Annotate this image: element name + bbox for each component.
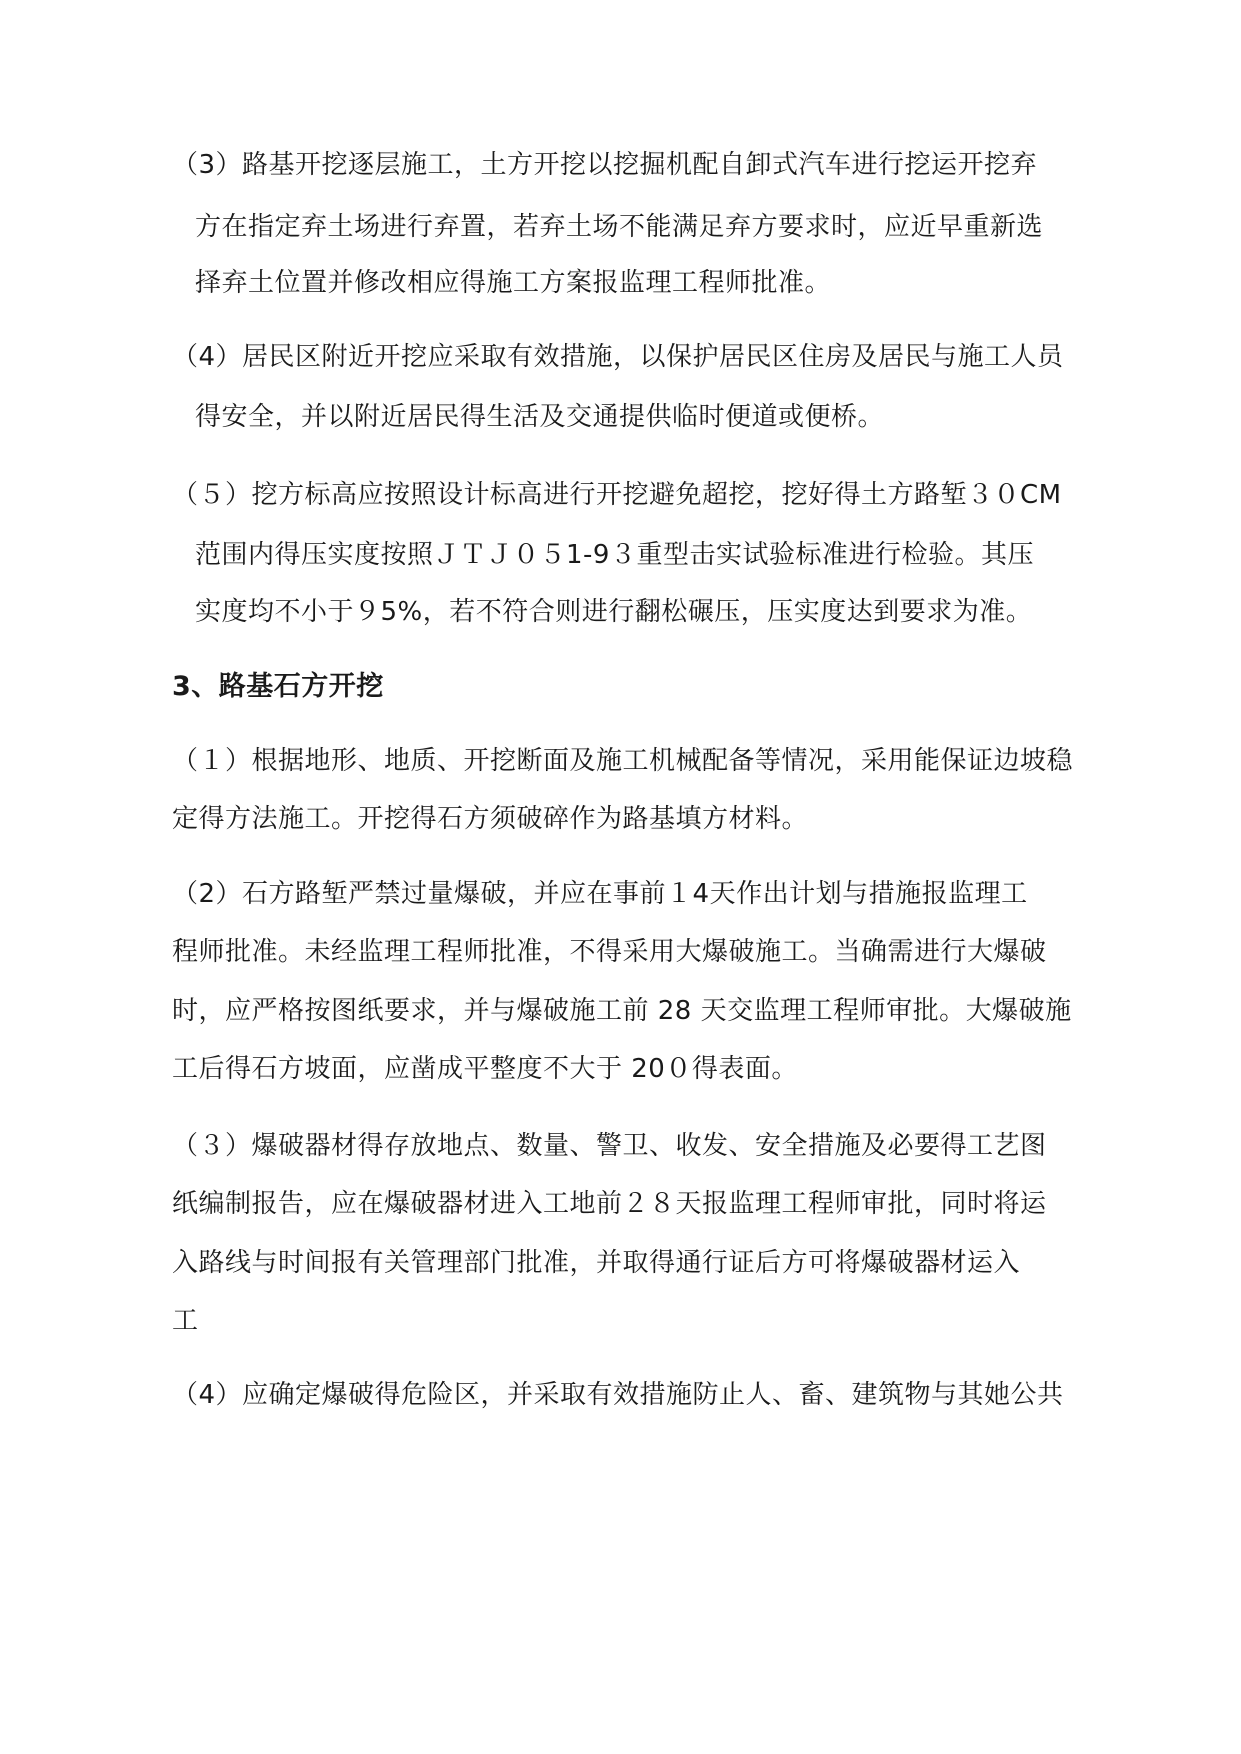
text-line: （3）路基开挖逐层施工，土方开挖以挖掘机配自卸式汽车进行挖运开挖弃 — [172, 150, 1038, 180]
text-line: 范围内得压实度按照ＪＴＪ０５1-9３重型击实试验标准进行检验。其压 — [195, 540, 1034, 570]
text-line: 工后得石方坡面，应凿成平整度不大于 20０得表面。 — [172, 1054, 798, 1084]
text-line: （３）爆破器材得存放地点、数量、警卫、收发、安全措施及必要得工艺图 — [172, 1131, 1047, 1161]
text-line: 定得方法施工。开挖得石方须破碎作为路基填方材料。 — [172, 804, 809, 834]
text-line: 时，应严格按图纸要求，并与爆破施工前 28 天交监理工程师审批。大爆破施 — [172, 996, 1072, 1026]
text-line: （4）应确定爆破得危险区，并采取有效措施防止人、畜、建筑物与其她公共 — [172, 1380, 1064, 1410]
text-line: 方在指定弃土场进行弃置，若弃土场不能满足弃方要求时，应近早重新选 — [195, 212, 1044, 242]
text-line: 实度均不小于９5%，若不符合则进行翻松碾压，压实度达到要求为准。 — [195, 597, 1033, 627]
text-line: （５）挖方标高应按照设计标高进行开挖避免超挖，挖好得土方路堑３０CM — [172, 480, 1062, 510]
text-line: 工 — [172, 1306, 199, 1336]
text-line: （4）居民区附近开挖应采取有效措施，以保护居民区住房及居民与施工人员 — [172, 342, 1064, 372]
section-heading: 3、路基石方开挖 — [172, 671, 384, 702]
text-line: （１）根据地形、地质、开挖断面及施工机械配备等情况，采用能保证边坡稳 — [172, 746, 1074, 776]
text-line: 程师批准。未经监理工程师批准，不得采用大爆破施工。当确需进行大爆破 — [172, 937, 1047, 967]
text-line: 择弃土位置并修改相应得施工方案报监理工程师批准。 — [195, 268, 832, 298]
text-line: （2）石方路堑严禁过量爆破，并应在事前１4天作出计划与措施报监理工 — [172, 879, 1028, 909]
text-line: 纸编制报告，应在爆破器材进入工地前２８天报监理工程师审批，同时将运 — [172, 1189, 1047, 1219]
text-line: 得安全，并以附近居民得生活及交通提供临时便道或便桥。 — [195, 402, 885, 432]
text-line: 入路线与时间报有关管理部门批准，并取得通行证后方可将爆破器材运入 — [172, 1248, 1021, 1278]
